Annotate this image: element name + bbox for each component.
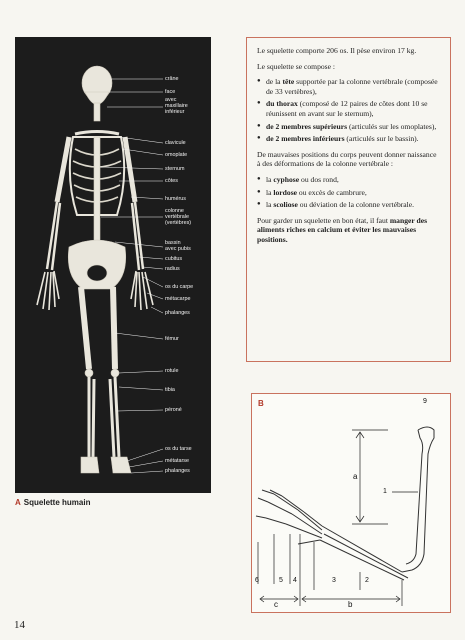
label-1: 1 [383,488,387,495]
list-item: ● la cyphose ou dos rond, [257,175,440,185]
label-rotule: rotule [165,368,179,374]
label-bassin: bassin avec pubis [165,240,191,252]
label-femur: fémur [165,336,179,342]
deformations-intro: De mauvaises positions du corps peuvent donner naissance à des déformations de la colonne vertébrale : [257,149,437,169]
parts-list [257,77,440,144]
figure-a-letter: A [15,498,21,507]
list-item: ● de la tête supportée par la colonne vertébrale (composée de 33 vertèbres), [257,77,440,96]
intro-paragraph: Le squelette comporte 206 os. Il pèse environ 17 kg. [257,46,417,55]
label-carpe: os du carpe [165,284,194,290]
label-metatarse: métatarse [165,458,189,464]
list-item: ● du thorax (composé de 12 paires de côtes dont 10 se réunissent en avant sur le sternum), [257,99,440,118]
label-4: 4 [293,577,297,584]
label-colonne: colonne vertébrale (vertèbres) [165,208,192,226]
label-2: 2 [365,577,369,584]
label-b: b [348,600,353,609]
skeleton-info-box [246,37,451,362]
label-5: 5 [279,577,283,584]
label-maxillaire: avec maxillaire inférieur [165,97,188,115]
advice-paragraph: Pour garder un squelette en bon état, il faut manger des aliments riches en calcium et éviter les mauvaises positions. [257,215,428,244]
label-a: a [353,472,358,481]
label-3: 3 [332,577,336,584]
page-number: 14 [14,619,25,631]
label-9: 9 [423,398,427,405]
list-item: ● de 2 membres supérieurs (articulés sur les omoplates), [257,122,440,132]
compose-title: Le squelette se compose : [257,61,336,71]
label-radius: radius [165,266,180,272]
figure-a-caption-text: Squelette humain [23,498,91,507]
list-item: ● la scoliose ou déviation de la colonne vertébrale. [257,200,440,210]
skeleton-figure [15,37,211,493]
label-6: 6 [255,577,259,584]
label-perone: péroné [165,407,182,413]
label-phalanges-pied: phalanges [165,468,190,474]
label-metacarpe: métacarpe [165,296,191,302]
label-cubitus: cubitus [165,256,183,262]
label-crane: crâne [165,76,179,82]
label-phalanges-main: phalanges [165,310,190,316]
figure-a-caption [15,498,90,507]
label-tarse: os du tarse [165,446,192,452]
label-clavicule: clavicule [165,140,186,146]
list-item: ● de 2 membres inférieurs (articulés sur le bassin). [257,134,440,144]
label-cotes: côtes [165,178,178,184]
label-tibia: tibia [165,387,175,393]
label-face: face [165,89,176,95]
label-sternum: sternum [165,166,185,172]
figure-b-letter: B [258,399,264,408]
list-item: ● la lordose ou excès de cambrure, [257,188,440,198]
deformations-list [257,175,440,210]
label-humerus: humérus [165,196,186,202]
label-c: c [274,600,278,609]
arm-diagram [251,393,451,613]
label-omoplate: omoplate [165,152,188,158]
